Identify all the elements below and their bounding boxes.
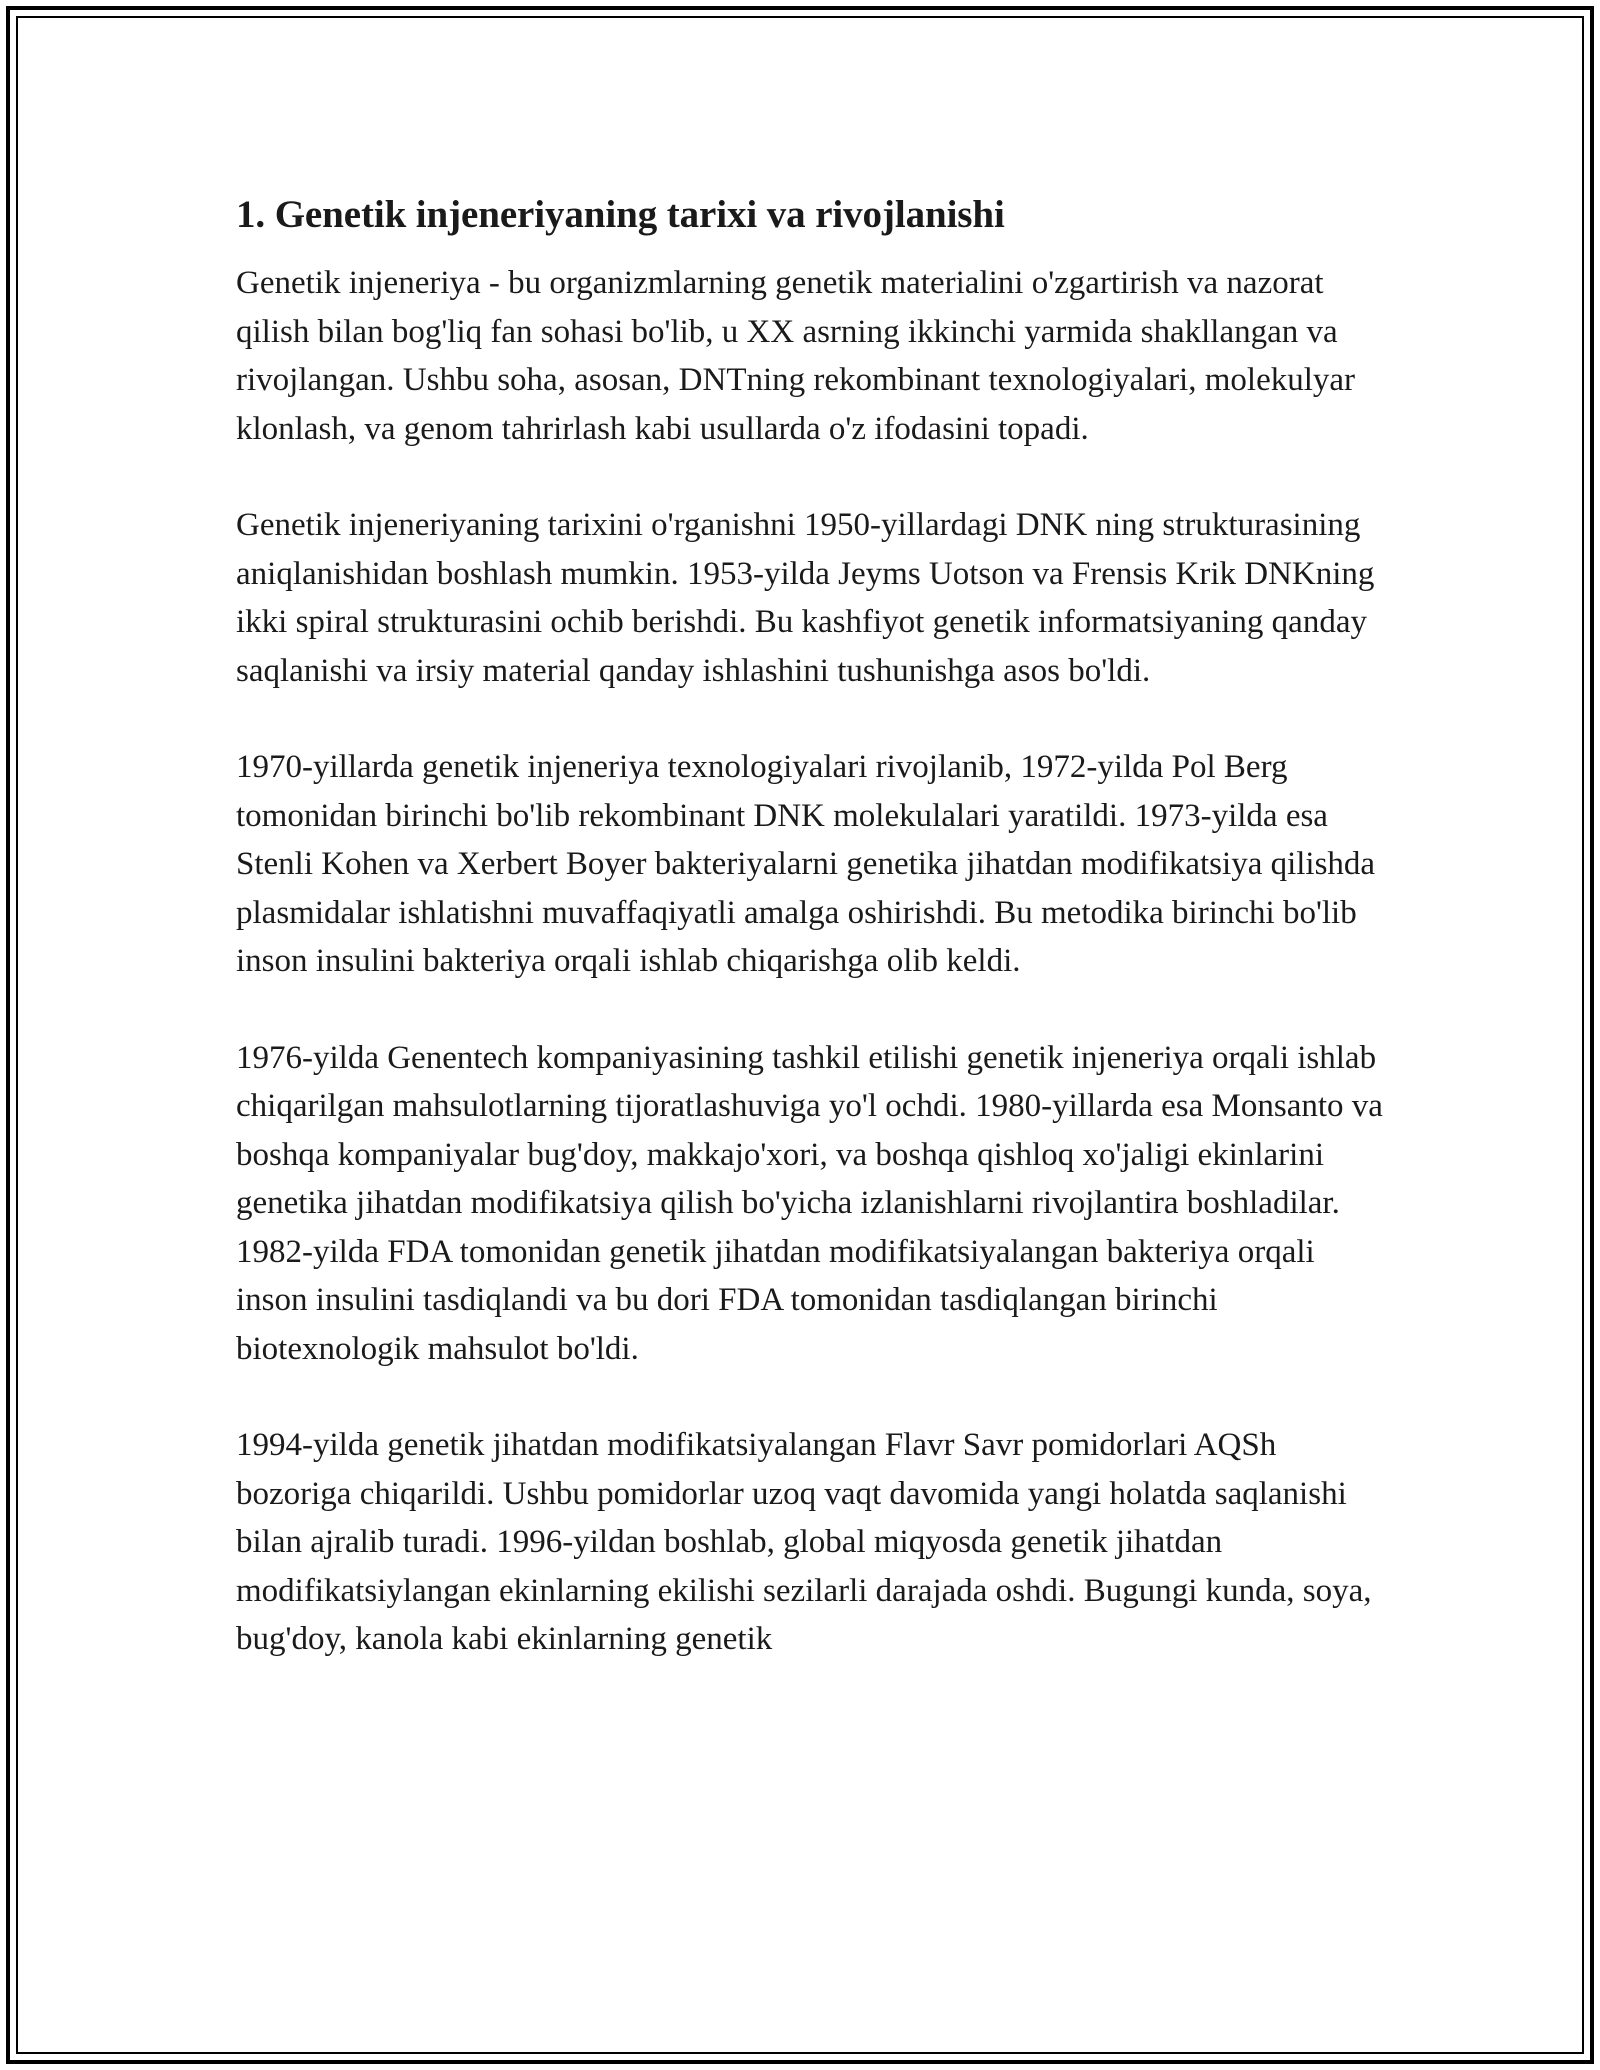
document-body <box>236 188 1386 1664</box>
paragraph-gm-crops: 1994-yilda genetik jihatdan modifikatsiyalangan Flavr Savr pomidorlari AQSh bozoriga chiqarildi. Ushbu pomidorlar uzoq vaqt davomida yangi holatda saqlanishi bilan ajralib turadi. 1996-yildan boshlab, global miqyosda genetik jihatdan modifikatsiylangan ekinlarning ekilishi sezilarli darajada oshdi. Bugungi kunda, soya, bug'doy, kanola kabi ekinlarning genetik <box>236 1427 1372 1657</box>
paragraph-dna-structure: Genetik injeneriyaning tarixini o'rganishni 1950-yillardagi DNK ning strukturasining aniqlanishidan boshlash mumkin. 1953-yilda Jeyms Uotson va Frensis Krik DNKning ikki spiral strukturasini ochib berishdi. Bu kashfiyot genetik informatsiyaning qanday saqlanishi va irsiy material qanday ishlashini tushunishga asos bo'ldi. <box>236 507 1375 689</box>
section-heading: 1. Genetik injeneriyaning tarixi va rivojlanishi <box>236 193 1005 236</box>
paragraph-definition: Genetik injeneriya - bu organizmlarning genetik materialini o'zgartirish va nazorat qilish bilan bog'liq fan sohasi bo'lib, u XX asrning ikkinchi yarmida shakllangan va rivojlangan. Ushbu soha, asosan, DNTning rekombinant texnologiyalari, molekulyar klonlash, va genom tahrirlash kabi usullarda o'z ifodasini topadi. <box>236 265 1356 447</box>
paragraph-recombinant-dna: 1970-yillarda genetik injeneriya texnologiyalari rivojlanib, 1972-yilda Pol Berg tomonidan birinchi bo'lib rekombinant DNK molekulalari yaratildi. 1973-yilda esa Stenli Kohen va Xerbert Boyer bakteriyalarni genetika jihatdan modifikatsiya qilishda plasmidalar ishlatishni muvaffaqiyatli amalga oshirishdi. Bu metodika birinchi bo'lib inson insulini bakteriya orqali ishlab chiqarishga olib keldi. <box>236 749 1376 979</box>
paragraph-commercialization: 1976-yilda Genentech kompaniyasining tashkil etilishi genetik injeneriya orqali ishlab chiqarilgan mahsulotlarning tijoratlashuviga yo'l ochdi. 1980-yillarda esa Monsanto va boshqa kompaniyalar bug'doy, makkajo'xori, va boshqa qishloq xo'jaligi ekinlarini genetika jihatdan modifikatsiya qilish bo'yicha izlanishlarni rivojlantira boshladilar. 1982-yilda FDA tomonidan genetik jihatdan modifikatsiyalangan bakteriya orqali inson insulini tasdiqlandi va bu dori FDA tomonidan tasdiqlangan birinchi biotexnologik mahsulot bo'ldi. <box>236 1039 1383 1367</box>
